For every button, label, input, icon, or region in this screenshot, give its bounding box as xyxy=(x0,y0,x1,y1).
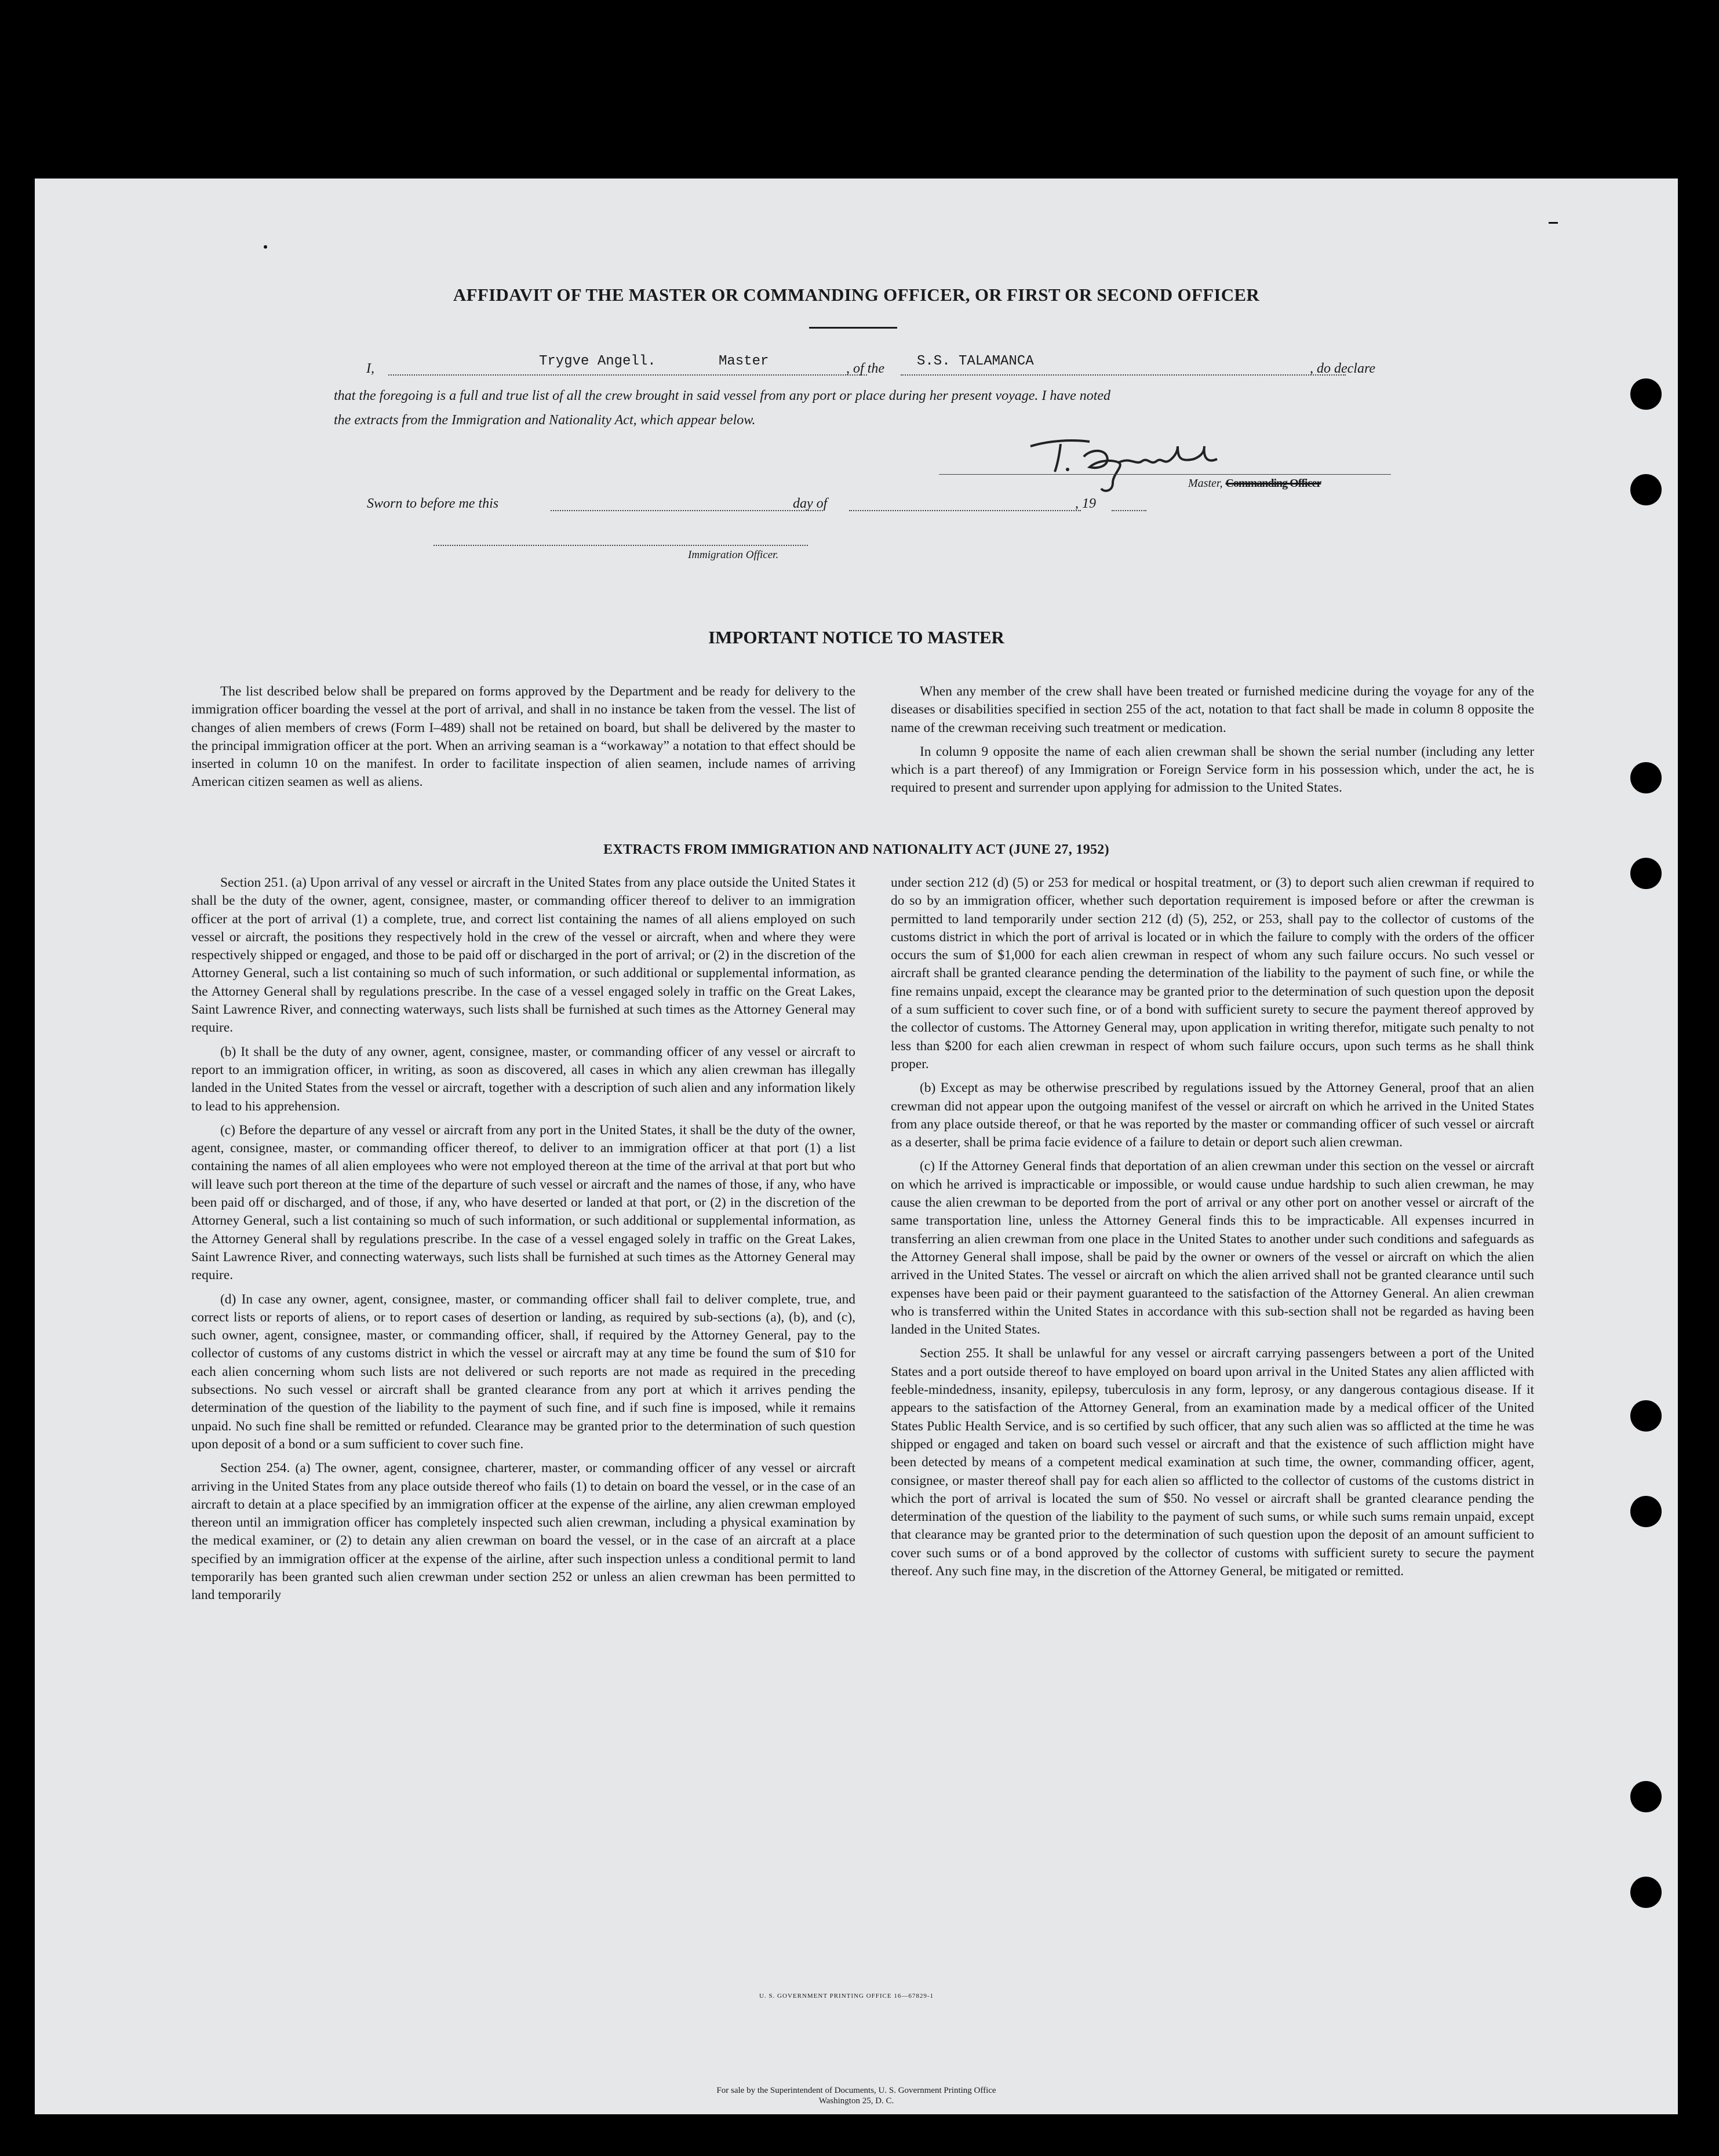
name-line xyxy=(388,374,867,376)
sworn-label: Sworn to before me this xyxy=(367,496,499,511)
sworn-year-line xyxy=(1112,510,1146,511)
vessel-line xyxy=(901,374,1346,376)
notice-paragraph: The list described below shall be prepared on forms approved by the Department and be ready for delivery to the immigration officer boarding the vessel at the port of arrival, and shall in no instance be taken from the vessel. The list of changes of alien members of crews (Form I–489) shall not be retained on board, but shall be delivered by the master to the principal immigration officer at the port. When an arriving seaman is a “workaway” a notation to that effect should be inserted in column 10 on the manifest. In order to facilitate inspection of alien seamen, include names of arriving American citizen seamen as well as aliens. xyxy=(191,684,855,790)
affidavit-statement-line-1: that the foregoing is a full and true list of all the crew brought in said vessel from any port or place during her present voyage. I have noted xyxy=(334,388,1111,403)
extract-paragraph: (b) Except as may be otherwise prescribed by regulations issued by the Attorney General, proof that an alien crewman did not appear upon the outgoing manifest of the vessel or aircraft on which he arrived in the United States from any place outside thereof, or that he was reported by the master or commanding officer of such vessel or aircraft as a deserter, shall be prima facie evidence of a failure to detain or deport such alien crewman. xyxy=(891,1080,1534,1150)
footer-line-2: Washington 25, D. C. xyxy=(818,2096,894,2106)
printing-office-line: U. S. GOVERNMENT PRINTING OFFICE 16—67829-1 xyxy=(759,1993,934,2000)
affidavit-statement-line-2: the extracts from the Immigration and Nationality Act, which appear below. xyxy=(334,413,756,428)
affidavit-title: AFFIDAVIT OF THE MASTER OR COMMANDING OFFICER, OR FIRST OR SECOND OFFICER xyxy=(453,285,1260,305)
immigration-officer-label: Immigration Officer. xyxy=(688,549,779,561)
extracts-title: EXTRACTS FROM IMMIGRATION AND NATIONALITY ACT (JUNE 27, 1952) xyxy=(603,842,1109,857)
vessel-name: S.S. TALAMANCA xyxy=(917,354,1034,369)
binder-hole xyxy=(1630,762,1662,793)
form-page xyxy=(35,179,1678,2114)
extract-paragraph: Section 254. (a) The owner, agent, consignee, charterer, master, or commanding officer of any vessel or aircraft arriving in the United States from any place outside thereof who fails (1) to detain on board the vessel, or in the case of an aircraft to detain at a place specified by an immigration officer at the expense of the airline, any alien crewman employed thereon until an immigration officer has completely inspected such alien crewman, including a physical examination by the medical examiner, or (2) to detain any alien crewman on board the vessel, or in the case of an aircraft at a place specified by an immigration officer at the expense of the airline, after such inspection unless a conditional permit to land temporarily has been granted such alien crewman under section 252 or unless an alien crewman has been permitted to land temporarily xyxy=(191,1461,855,1603)
extracts-left-column xyxy=(191,874,855,1611)
binder-hole xyxy=(1630,474,1662,505)
extract-paragraph: (c) Before the departure of any vessel or aircraft from any port in the United States, it shall be the duty of the owner, agent, consignee, master, or commanding officer thereof, to deliver to an immigration officer at that port (1) a list containing the names of all alien employees who were not employed thereon at the time of the arrival at that port but who will leave such port thereon at the time of the departure of such vessel or aircraft and the names of those, if any, who have been paid off or discharged, and of those, if any, who have deserted or landed at that port, or (2) in the discretion of the Attorney General, such a list containing so much of such information, or such additional or supplemental information, as the Attorney General shall by regulations prescribe. In the case of a vessel engaged solely in traffic on the Great Lakes, Saint Lawrence River, and connecting waterways, such lists shall be furnished at such times as the Attorney General may require. xyxy=(191,1122,855,1283)
extract-paragraph: Section 251. (a) Upon arrival of any vessel or aircraft in the United States from any place outside the United States it shall be the duty of the owner, agent, consignee, master, or commanding officer thereof to deliver to an immigration officer at the port of arrival (1) a complete, true, and correct list containing the names of all aliens employed on such vessel or aircraft, the positions they respectively hold in the crew of the vessel or aircraft, when and where they were respectively shipped or engaged, and those to be paid off or discharged in the port of arrival; or (2) in the discretion of the Attorney General, such a list containing so much of such information, or such additional or supplemental information, as the Attorney General shall by regulations prescribe. In the case of a vessel engaged solely in traffic on the Great Lakes, Saint Lawrence River, and connecting waterways, such lists shall be furnished at such times as the Attorney General may require. xyxy=(191,875,855,1036)
crew-master-rank: Master xyxy=(719,354,769,369)
of-the-label: , of the xyxy=(846,361,884,376)
extract-paragraph: (b) It shall be the duty of any owner, agent, consignee, master, or commanding officer of any vessel or aircraft to report to an immigration officer, in writing, as soon as discovered, all cases in which any alien crewman has illegally landed in the United States from the vessel or aircraft, together with a description of such alien and any information likely to lead to his apprehension. xyxy=(191,1044,855,1114)
extract-paragraph: (d) In case any owner, agent, consignee, master, or commanding officer shall fail to deliver complete, true, and correct lists or reports of aliens, or to report cases of desertion or landing, as required by sub-sections (a), (b), and (c), such owner, agent, consignee, master, or commanding officer, shall, if required by the Attorney General, pay to the collector of customs of any customs district in which the vessel or aircraft may at any time be found the sum of $10 for each alien concerning whom such lists are not delivered or such reports are not made as required in the preceding subsections. No such vessel or aircraft shall be granted clearance from any port at which it arrives pending the determination of the question of the liability to the payment of such fine, and if such fine is imposed, while it remains unpaid. No such fine shall be remitted or refunded. Clearance may be granted prior to the determination of such question upon deposit of a bond or a sum sufficient to cover such fine. xyxy=(191,1291,855,1452)
crew-master-name: Trygve Angell. xyxy=(539,354,656,369)
immigration-officer-line xyxy=(434,545,808,546)
extract-paragraph: Section 255. It shall be unlawful for any vessel or aircraft carrying passengers between a port of the United States and a port outside thereof to have employed on board upon arrival in the United States any alien afflicted with feeble-mindedness, insanity, epilepsy, tuberculosis in any form, leprosy, or any dangerous contagious disease. If it appears to the satisfaction of the Attorney General, from an examination made by a medical officer of the United States Public Health Service, and is so certified by such officer, that any such alien was so afflicted at the time he was shipped or engaged and taken on board such vessel or aircraft and that the existence of such affliction might have been detected by means of a competent medical examination at such time, the owner, commanding officer, agent, consignee, or master thereof shall pay for each alien so afflicted to the collector of customs of the customs district in which the port of arrival is located the sum of $50. No vessel or aircraft shall be granted clearance pending the determination of the question of the liability to the payment of such sums, or while such sums remain unpaid, except that clearance may be granted prior to the determination of such question upon the deposit of an amount sufficient to cover such sums or of a bond approved by the collector of customs with sufficient surety to secure the payment thereof. Any such fine may, in the discretion of the Attorney General, be mitigated or remitted. xyxy=(891,1346,1534,1579)
notice-paragraph: In column 9 opposite the name of each alien crewman shall be shown the serial number (including any letter which is a part thereof) of any Immigration or Foreign Service form in his possession which, under the act, he is required to present and surrender upon applying for admission to the United States. xyxy=(891,744,1534,796)
sworn-day-line xyxy=(551,510,823,511)
extract-paragraph: (c) If the Attorney General finds that deportation of an alien crewman under this section on the vessel or aircraft on which he arrived is impracticable or impossible, or would cause undue hardship to such alien crewman, he may cause the alien crewman to be deported from the port of arrival or any other port on another vessel or aircraft of the same transportation line, unless the Attorney General finds this to be impracticable. All expenses incurred in transferring an alien crewman from one place in the United States to another under such conditions and safeguards as the Attorney General shall impose, shall be paid by the owner or owners of the vessel or aircraft on which the alien arrived in the United States. The vessel or aircraft on which the alien arrived shall not be granted clearance until such expenses have been paid or their payment guaranteed to the satisfaction of the Attorney General. An alien crewman who is transferred within the United States in accordance with this sub-section shall not be regarded as having been landed in the United States. xyxy=(891,1159,1534,1338)
binder-hole xyxy=(1630,858,1662,889)
notice-title: IMPORTANT NOTICE TO MASTER xyxy=(708,627,1004,647)
do-declare-label: , do declare xyxy=(1310,361,1376,376)
speck xyxy=(1549,222,1558,224)
footer xyxy=(35,2085,1678,2106)
sworn-month-line xyxy=(849,510,1081,511)
title-rule xyxy=(809,327,897,329)
binder-hole xyxy=(1630,1400,1662,1432)
binder-hole xyxy=(1630,1496,1662,1527)
year-label: , 19 xyxy=(1075,496,1096,511)
signature-caption-label: Master, xyxy=(1188,477,1223,490)
extract-paragraph: under section 212 (d) (5) or 253 for medical or hospital treatment, or (3) to deport such alien crewman if required to do so by an immigration officer, whether such deportation requirement is imposed before or after the crewman is permitted to land temporarily under section 212 (d) (5), 252, or 253, shall pay to the collector of customs of the customs district in which the port of arrival is located or in which the failure to comply with the orders of the officer occurs the sum of $1,000 for each alien crewman in respect of whom any such failure occurs. No such vessel or aircraft shall be granted clearance pending the determination of the liability to the payment of such fine, or while the fine remains unpaid, except the clearance may be granted prior to the determination of such question upon the deposit of a sum sufficient to cover such fine, or of a bond with sufficient surety to secure the payment thereof approved by the collector of customs. The Attorney General may, upon application in writing therefor, mitigate such penalty to not less than $200 for each alien crewman in respect of whom such failure occurs, upon such terms as he shall think proper. xyxy=(891,875,1534,1072)
struck-title: Commanding Officer xyxy=(1225,477,1321,490)
binder-hole xyxy=(1630,1781,1662,1812)
speck xyxy=(264,245,267,249)
i-label: I, xyxy=(366,361,374,376)
notice-paragraph: When any member of the crew shall have been treated or furnished medicine during the voyage for any of the diseases or disabilities specified in section 255 of the act, notation to that fact shall be made in column 8 opposite the name of the crewman receiving such treatment or medication. xyxy=(891,684,1534,735)
footer-line-1: For sale by the Superintendent of Documents, U. S. Government Printing Office xyxy=(716,2086,996,2095)
binder-hole xyxy=(1630,378,1662,410)
notice-right-column xyxy=(891,683,1534,803)
extracts-right-column xyxy=(891,874,1534,1586)
signature-line xyxy=(939,474,1391,475)
notice-left-column xyxy=(191,683,855,797)
day-of-label: day of xyxy=(793,496,828,511)
signature-caption xyxy=(1188,477,1321,490)
binder-hole xyxy=(1630,1877,1662,1908)
